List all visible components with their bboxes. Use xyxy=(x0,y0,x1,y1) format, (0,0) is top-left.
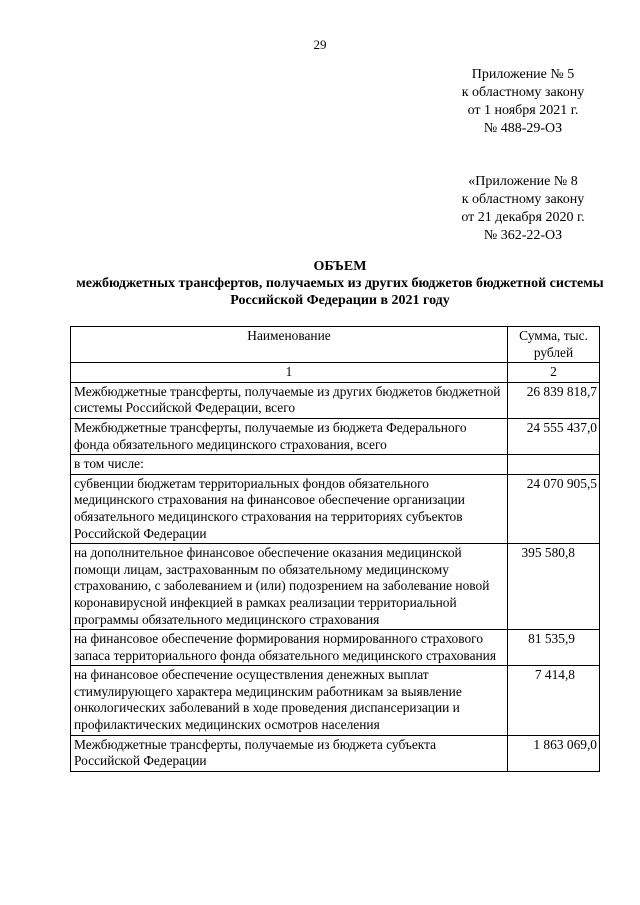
header-name: Наименование xyxy=(71,327,508,363)
appendix-current-header xyxy=(448,66,598,138)
table-row xyxy=(71,474,600,543)
table-row xyxy=(71,666,600,735)
column-number: 2 xyxy=(508,363,600,383)
row-value: 24 070 905,5 xyxy=(508,474,600,543)
row-value: 1 863 069,0 xyxy=(508,735,600,771)
row-name: на дополнительное финансовое обеспечение оказания медицинской помощи лицам, застрахованным по обязательному медицинскому страхованию, с заболеванием и (или) подозрением на заболевание новой коронавирусной инфекцией в рамках реализации территориальной программы обязательного медицинского страхования xyxy=(71,544,508,630)
transfers-table xyxy=(70,326,600,772)
appendix-amended-line: «Приложение № 8 xyxy=(468,174,578,189)
appendix-amended-header xyxy=(448,173,598,245)
header-sum: Сумма, тыс. рублей xyxy=(508,327,600,363)
column-number: 1 xyxy=(71,363,508,383)
table-row xyxy=(71,735,600,771)
page-number: 29 xyxy=(313,37,327,52)
row-value xyxy=(508,455,600,475)
column-number-row xyxy=(71,363,600,383)
table-row xyxy=(71,455,600,475)
table-row xyxy=(71,544,600,630)
row-name: на финансовое обеспечение осуществления денежных выплат стимулирующего характера медицинским работникам за выявление онкологических заболеваний в ходе проведения диспансеризации и профилактических медицинских осмотров населения xyxy=(71,666,508,735)
appendix-current-line: № 488-29-ОЗ xyxy=(483,121,563,136)
appendix-amended-line: № 362-22-ОЗ xyxy=(483,228,563,243)
row-value: 7 414,8 xyxy=(508,666,600,735)
row-name: Межбюджетные трансферты, получаемые из других бюджетов бюджетной системы Российской Федерации, всего xyxy=(71,382,508,418)
row-name: субвенции бюджетам территориальных фондов обязательного медицинского страхования на финансовое обеспечение организации обязательного медицинского страхования на территориях субъектов Российской Федерации xyxy=(71,474,508,543)
row-value: 81 535,9 xyxy=(508,630,600,666)
title-heading: ОБЪЕМ xyxy=(313,259,367,274)
appendix-current-line: к областному закону xyxy=(461,85,585,100)
table-row xyxy=(71,630,600,666)
document-title xyxy=(70,258,610,309)
row-name: на финансовое обеспечение формирования нормированного страхового запаса территориального фонда обязательного медицинского страхования xyxy=(71,630,508,666)
appendix-current-line: от 1 ноября 2021 г. xyxy=(467,103,579,118)
row-name: Межбюджетные трансферты, получаемые из бюджета субъекта Российской Федерации xyxy=(71,735,508,771)
row-value: 26 839 818,7 xyxy=(508,382,600,418)
row-name: Межбюджетные трансферты, получаемые из бюджета Федерального фонда обязательного медицинского страхования, всего xyxy=(71,418,508,454)
title-subheading: межбюджетных трансфертов, получаемых из других бюджетов бюджетной системы Российской Федерации в 2021 году xyxy=(76,276,604,308)
row-value: 24 555 437,0 xyxy=(508,418,600,454)
table-header-row xyxy=(71,327,600,363)
table-row xyxy=(71,418,600,454)
row-name: в том числе: xyxy=(71,455,508,475)
row-value: 395 580,8 xyxy=(508,544,600,630)
appendix-current-line: Приложение № 5 xyxy=(471,67,575,82)
appendix-amended-line: от 21 декабря 2020 г. xyxy=(461,210,585,225)
appendix-amended-line: к областному закону xyxy=(461,192,585,207)
table-row xyxy=(71,382,600,418)
